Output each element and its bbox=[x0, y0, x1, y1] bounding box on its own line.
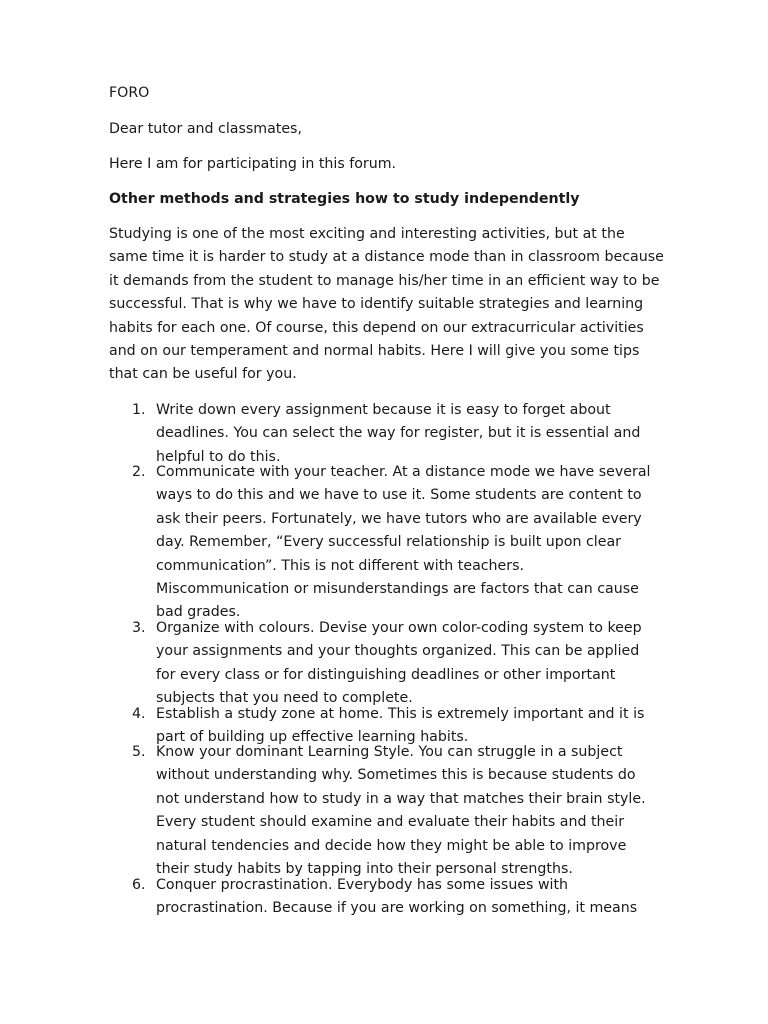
intro-line: Here I am for participating in this forum. bbox=[109, 156, 397, 172]
section-heading: Other methods and strategies how to study independently bbox=[109, 191, 580, 207]
list-item-number: 4. bbox=[132, 706, 146, 722]
list-item-number: 6. bbox=[132, 877, 146, 893]
list-item-text: Organize with colours. Devise your own color-coding system to keep your assignments and your thoughts organized. This can be applied for every class or for distinguishing deadlines or other important subjects that you need to complete. bbox=[156, 620, 642, 707]
greeting: Dear tutor and classmates, bbox=[109, 121, 302, 137]
list-item-text: Conquer procrastination. Everybody has some issues with procrastination. Because if you are working on something, it means bbox=[156, 877, 638, 917]
list-item-text: Communicate with your teacher. At a distance mode we have several ways to do this and we have to use it. Some students are content to ask their peers. Fortunately, we have tutors who are available every day. Remember, “Every successful relationship is built upon clear communication”. This is not different with teachers. Miscommunication or misunderstandings are factors that can cause bad grades. bbox=[156, 464, 651, 621]
list-item-text: Establish a study zone at home. This is extremely important and it is part of building up effective learning habits. bbox=[156, 706, 645, 746]
list-item-number: 1. bbox=[132, 402, 146, 418]
list-item-text: Write down every assignment because it is easy to forget about deadlines. You can select the way for register, but it is essential and helpful to do this. bbox=[156, 402, 641, 465]
document-label: FORO bbox=[109, 85, 150, 101]
body-paragraph: Studying is one of the most exciting and interesting activities, but at the same time it is harder to study at a distance mode than in classroom because it demands from the student to manage his/her time in an efficient way to be successful. That is why we have to identify suitable strategies and learning habits for each one. Of course, this depend on our extracurricular activities and on our temperament and normal habits. Here I will give you some tips that can be useful for you. bbox=[109, 226, 664, 383]
list-item-number: 2. bbox=[132, 464, 146, 480]
list-item-text: Know your dominant Learning Style. You can struggle in a subject without understanding why. Sometimes this is because students do not understand how to study in a way that matches their brain style. Every student should examine and evaluate their habits and their natural tendencies and decide how they might be able to improve their study habits by tapping into their personal strengths. bbox=[156, 744, 646, 878]
list-item-number: 3. bbox=[132, 620, 146, 636]
list-item-number: 5. bbox=[132, 744, 146, 760]
